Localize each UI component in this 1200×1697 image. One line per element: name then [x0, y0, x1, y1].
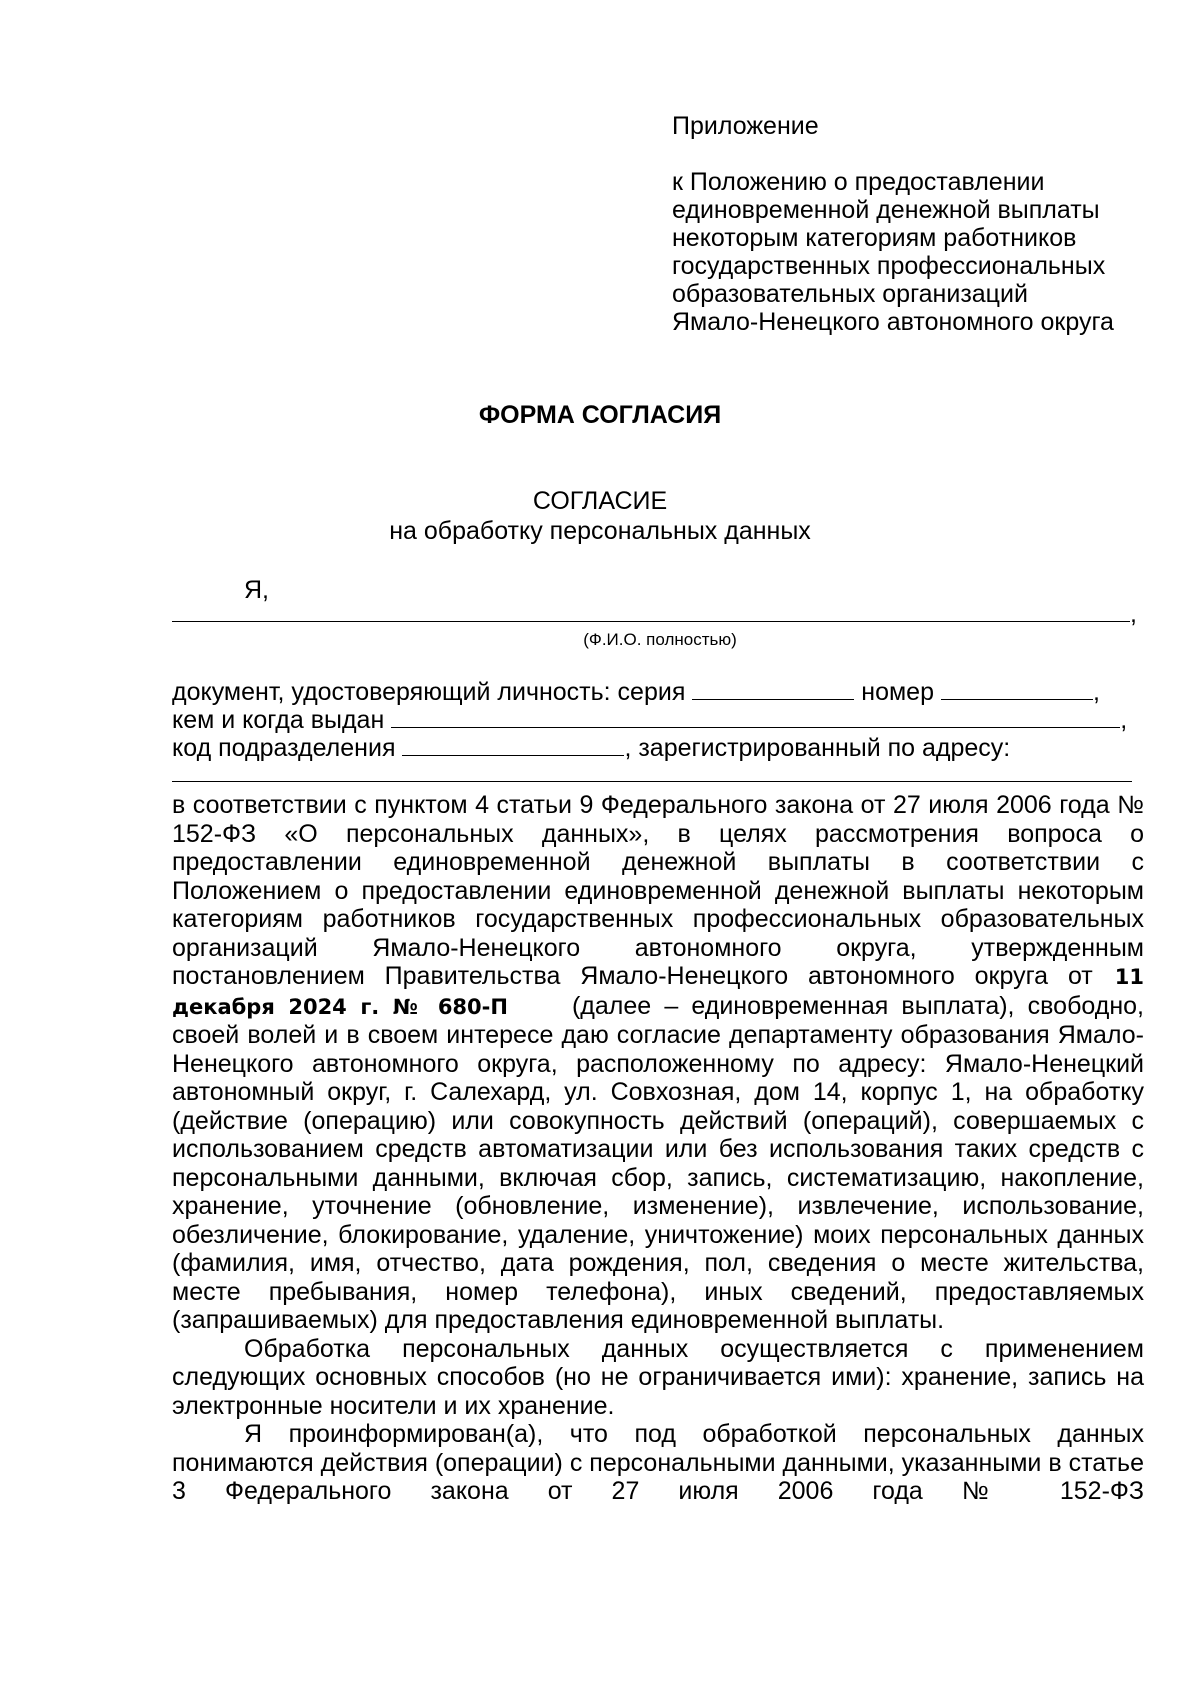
paragraph-1-text: в соответствии с пунктом 4 статьи 9 Федерального закона от 27 июля 2006 года № 152-ФЗ «О персональных данных», в целях рассмотрения вопроса о предоставлении единовременной денежной выплаты в соответствии с Положением о предоставлении единовременной денежной выплаты некоторым категориям работников государственных профессиональных образовательных организаций Ямало-Ненецкого автономного округа, утвержденным постановлением Правительства Ямало-Ненецкого автономного округа от — [172, 791, 1144, 990]
comma: , — [1092, 678, 1100, 706]
decree-reference: 11 декабря 2024 г. № 680-П — [172, 965, 1144, 1019]
code-row — [172, 734, 1140, 762]
paragraph-1-text-continued: (далее – единовременная выплата), свободно, своей волей и в своем интересе даю согласие департаменту образования Ямало-Ненецкого автономного округа, расположенному по адресу: Ямало-Ненецкий автономный округ, г. Салехард, ул. Совхозная, дом 14, корпус 1, на обработку (действие (операцию) или совокупность действий (операций), совершаемых с использованием средств автоматизации или без использования таких средств с персональными данными, включая сбор, запись, систематизацию, накопление, хранение, уточнение (обновление, изменение), извлечение, использование, обезличение, блокирование, удаление, уничтожение) моих персональных данных (фамилия, имя, отчество, дата рождения, пол, сведения о месте жительства, месте пребывания, номер телефона), иных сведений, предоставляемых (запрашиваемых) для предоставления единовременной выплаты. — [172, 991, 1144, 1334]
consent-heading — [0, 486, 1200, 546]
paragraph-3: Я проинформирован(а), что под обработкой персональных данных понимаются действия (операции) с персональными данными, указанными в статье 3 Федерального закона от 27 июля 2006 года № 152-ФЗ — [172, 1420, 1144, 1505]
consent-body — [172, 791, 1144, 1506]
appendix-line: единовременной денежной выплаты — [672, 196, 1100, 224]
comma: , — [1120, 706, 1128, 734]
paragraph-1 — [172, 791, 1144, 1335]
form-title: ФОРМА СОГЛАСИЯ — [478, 401, 722, 429]
fio-row — [172, 600, 1140, 628]
document-row — [172, 678, 1140, 706]
consent-title: СОГЛАСИЕ — [532, 487, 668, 515]
appendix-line: Ямало-Ненецкого автономного округа — [672, 308, 1114, 336]
number-label: номер — [861, 678, 934, 706]
issued-label: кем и когда выдан — [172, 706, 385, 734]
address-input-line[interactable] — [172, 761, 1132, 782]
fio-caption: (Ф.И.О. полностью) — [583, 630, 737, 649]
ya-label: Я, — [244, 576, 269, 604]
appendix-block — [672, 112, 1172, 336]
issued-row — [172, 706, 1140, 734]
appendix-line: государственных профессиональных — [672, 252, 1106, 280]
paragraph-2: Обработка персональных данных осуществляется с применением следующих основных способов (но не ограничивается ими): хранение, запись на электронные носители и их хранение. — [172, 1334, 1144, 1420]
comma: , — [1130, 600, 1137, 628]
code-label: код подразделения — [172, 734, 396, 762]
address-row — [172, 760, 1140, 788]
appendix-line: к Положению о предоставлении — [672, 168, 1045, 196]
appendix-title: Приложение — [672, 112, 819, 140]
doc-label: документ, удостоверяющий личность: серия — [172, 678, 686, 706]
consent-subtitle: на обработку персональных данных — [389, 517, 811, 545]
series-input-line[interactable] — [692, 679, 854, 700]
appendix-line: образовательных организаций — [672, 280, 1028, 308]
registered-label: , зарегистрированный по адресу: — [624, 734, 1011, 762]
code-input-line[interactable] — [402, 735, 624, 756]
fio-input-line[interactable] — [172, 601, 1130, 622]
appendix-line: некоторым категориям работников — [672, 224, 1077, 252]
issued-input-line[interactable] — [391, 707, 1120, 728]
number-input-line[interactable] — [941, 679, 1093, 700]
